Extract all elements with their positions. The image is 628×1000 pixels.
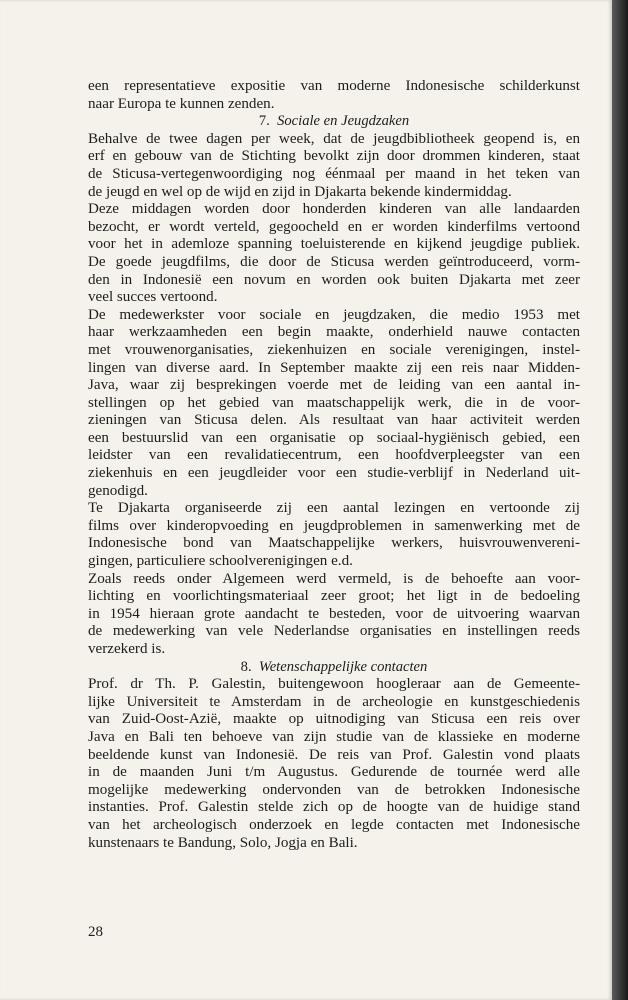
text-line: lijke Universiteit te Amsterdam in de archeologie en kunstgeschiedenis	[88, 693, 580, 710]
text-line: een bestuurslid van een organisatie op sociaal-hygiënisch gebied, een	[88, 429, 580, 446]
text-line: in de maanden Juni t/m Augustus. Gedurende de tournée werd alle	[88, 764, 580, 781]
text-line: een representatieve expositie van moderne Indonesische schilderkunst	[88, 78, 580, 94]
text-line: lichting en voorlichtingsmateriaal zeer groot; het ligt in de bedoeling	[88, 588, 580, 605]
text-line: Java, waar zij besprekingen voerde met de leiding van een aantal in-	[88, 377, 580, 394]
text-line: stellingen op het gebied van maatschappelijk werk, die in de voor-	[88, 394, 580, 411]
intro-paragraph	[88, 78, 580, 113]
text-line: Java en Bali ten behoeve van zijn studie van de klassieke en moderne	[88, 728, 580, 745]
text-line: Indonesische bond van Maatschappelijke werkers, huisvrouwenvereni-	[88, 535, 580, 552]
page-number: 28	[88, 924, 103, 940]
text-line: films over kinderopvoeding en jeugdproblemen in samenwerking met de	[88, 517, 580, 534]
text-line: lingen van diverse aard. In September maakte zij een reis naar Midden-	[88, 359, 580, 376]
text-line: Te Djakarta organiseerde zij een aantal lezingen en vertoonde zij	[88, 500, 580, 517]
section-number: 8.	[240, 658, 252, 675]
paragraph	[88, 500, 580, 570]
section-heading-7	[88, 113, 580, 131]
text-line: verzekerd is.	[88, 641, 166, 657]
text-line: de jeugd en wel op de wijd en zijd in Djakarta bekende kindermiddag.	[88, 183, 512, 200]
text-line: gingen, particuliere schoolverenigingen e.d.	[88, 553, 353, 570]
paragraph	[88, 307, 580, 501]
text-line: mogelijke medewerking ondervonden van de betrokken Indonesische	[88, 781, 580, 798]
text-line: met vrouwenorganisaties, ziekenhuizen en sociale verenigingen, instel-	[88, 341, 580, 358]
text-line: haar werkzaamheden een begin maakte, onderhield nauwe contacten	[88, 324, 580, 341]
text-line: den in Indonesië een novum en worden ook buiten Djakarta met zeer	[88, 271, 580, 288]
text-line: van het archeologisch onderzoek en legde contacten met Indonesische	[88, 816, 580, 833]
text-line: Prof. dr Th. P. Galestin, buitengewoon hoogleraar aan de Gemeente-	[88, 676, 580, 693]
text-line: De medewerkster voor sociale en jeugdzaken, die medio 1953 met	[88, 306, 580, 323]
section-title: Sociale en Jeugdzaken	[277, 113, 410, 130]
text-line: in 1954 hieraan grote aandacht te besteden, voor de uitvoering waarvan	[88, 605, 580, 622]
paragraph	[88, 131, 580, 201]
section-heading-8	[88, 659, 580, 677]
text-line: ziekenhuis en een jeugdleider voor een studie-verblijf in Nederland uit-	[88, 465, 580, 482]
text-line: Behalve de twee dagen per week, dat de jeugdbibliotheek geopend is, en	[88, 130, 580, 147]
text-line: bezocht, er wordt verteld, gegoocheld en er worden kinderfilms vertoond	[88, 218, 580, 235]
text-line: genodigd.	[88, 482, 148, 499]
paragraph	[88, 676, 580, 852]
text-line: zieningen van Sticusa delen. Als resultaat van haar activiteit werden	[88, 412, 580, 429]
text-line: erf en gebouw van de Stichting bevolkt zijn door drommen kinderen, staat	[88, 148, 580, 165]
text-line: De goede jeugdfilms, die door de Sticusa werden geïntroduceerd, vorm-	[88, 253, 580, 270]
section-title: Wetenschappelijke contacten	[258, 658, 428, 675]
text-line: kunstenaars te Bandung, Solo, Jogja en Bali.	[88, 834, 358, 851]
paragraph	[88, 201, 580, 307]
text-line: de medewerking van vele Nederlandse organisaties en instellingen reeds	[88, 623, 580, 640]
text-line: de Sticusa-vertegenwoordiging nog éénmaal per maand in het teken van	[88, 165, 580, 182]
text-line: naar Europa te kunnen zenden.	[88, 95, 275, 112]
section-number: 7.	[258, 113, 270, 130]
text-line: veel succes vertoond.	[88, 289, 218, 306]
text-line: voor het in ademloze spanning toeluisterende en kijkend jeugdige publiek.	[88, 236, 580, 253]
text-line: van Zuid-Oost-Azië, maakte op uitnodiging van Sticusa een reis over	[88, 711, 580, 728]
text-line: leidster van een revalidatiecentrum, een hoofdverpleegster van een	[88, 447, 580, 464]
text-line: Zoals reeds onder Algemeen werd vermeld, is de behoefte aan voor-	[88, 570, 580, 587]
paragraph	[88, 571, 580, 659]
text-line: Deze middagen worden door honderden kinderen van alle landaarden	[88, 201, 580, 218]
text-line: beeldende kunst van Indonesië. De reis van Prof. Galestin vond plaats	[88, 746, 580, 763]
text-line: instanties. Prof. Galestin stelde zich op de hoogte van de huidige stand	[88, 799, 580, 816]
book-spine-shadow	[612, 0, 628, 1000]
text-block	[88, 78, 580, 852]
